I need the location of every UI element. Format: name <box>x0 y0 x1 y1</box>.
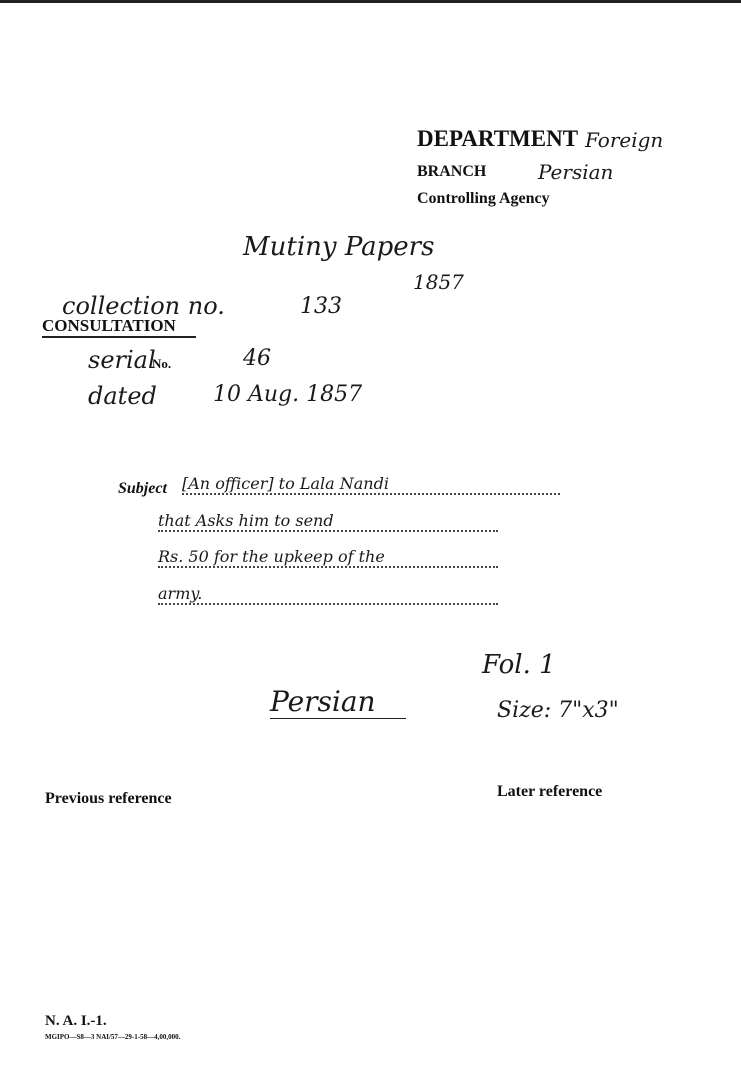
language-annotation: Persian <box>270 685 406 719</box>
collection-text: collection no. <box>62 292 225 320</box>
consultation-label: CONSULTATION <box>42 316 196 338</box>
subject-line: that Asks him to send <box>158 511 498 532</box>
subject-line: army. <box>158 584 498 605</box>
previous-reference-label: Previous reference <box>45 790 172 807</box>
title-note-line1: Mutiny Papers <box>243 232 435 262</box>
subject-line: [An officer] to Lala Nandi <box>182 474 560 495</box>
date-value: 10 Aug. 1857 <box>213 382 363 407</box>
serial-number: 46 <box>243 346 271 371</box>
dated-text: dated <box>88 382 157 410</box>
serial-text: serial <box>88 346 156 374</box>
subject-line: Rs. 50 for the upkeep of the <box>158 547 498 568</box>
print-line: MGIPO—S8—3 NAI/57—29-1-58—4,00,000. <box>45 1033 181 1041</box>
title-note-line2: 1857 <box>413 270 464 294</box>
controlling-agency-label: Controlling Agency <box>417 190 550 207</box>
department-label: DEPARTMENT <box>417 126 579 151</box>
later-reference-label: Later reference <box>497 783 603 800</box>
collection-number: 133 <box>300 294 342 319</box>
subject-label: Subject <box>118 480 167 497</box>
form-id: N. A. I.-1. <box>45 1013 107 1029</box>
department-value: Foreign <box>585 128 664 152</box>
folio-annotation: Fol. 1 <box>482 650 556 680</box>
branch-value: Persian <box>538 160 614 184</box>
top-border <box>0 0 741 3</box>
branch-label: BRANCH <box>417 163 487 180</box>
size-annotation: Size: 7"x3" <box>497 698 619 723</box>
no-label: No. <box>152 356 172 371</box>
